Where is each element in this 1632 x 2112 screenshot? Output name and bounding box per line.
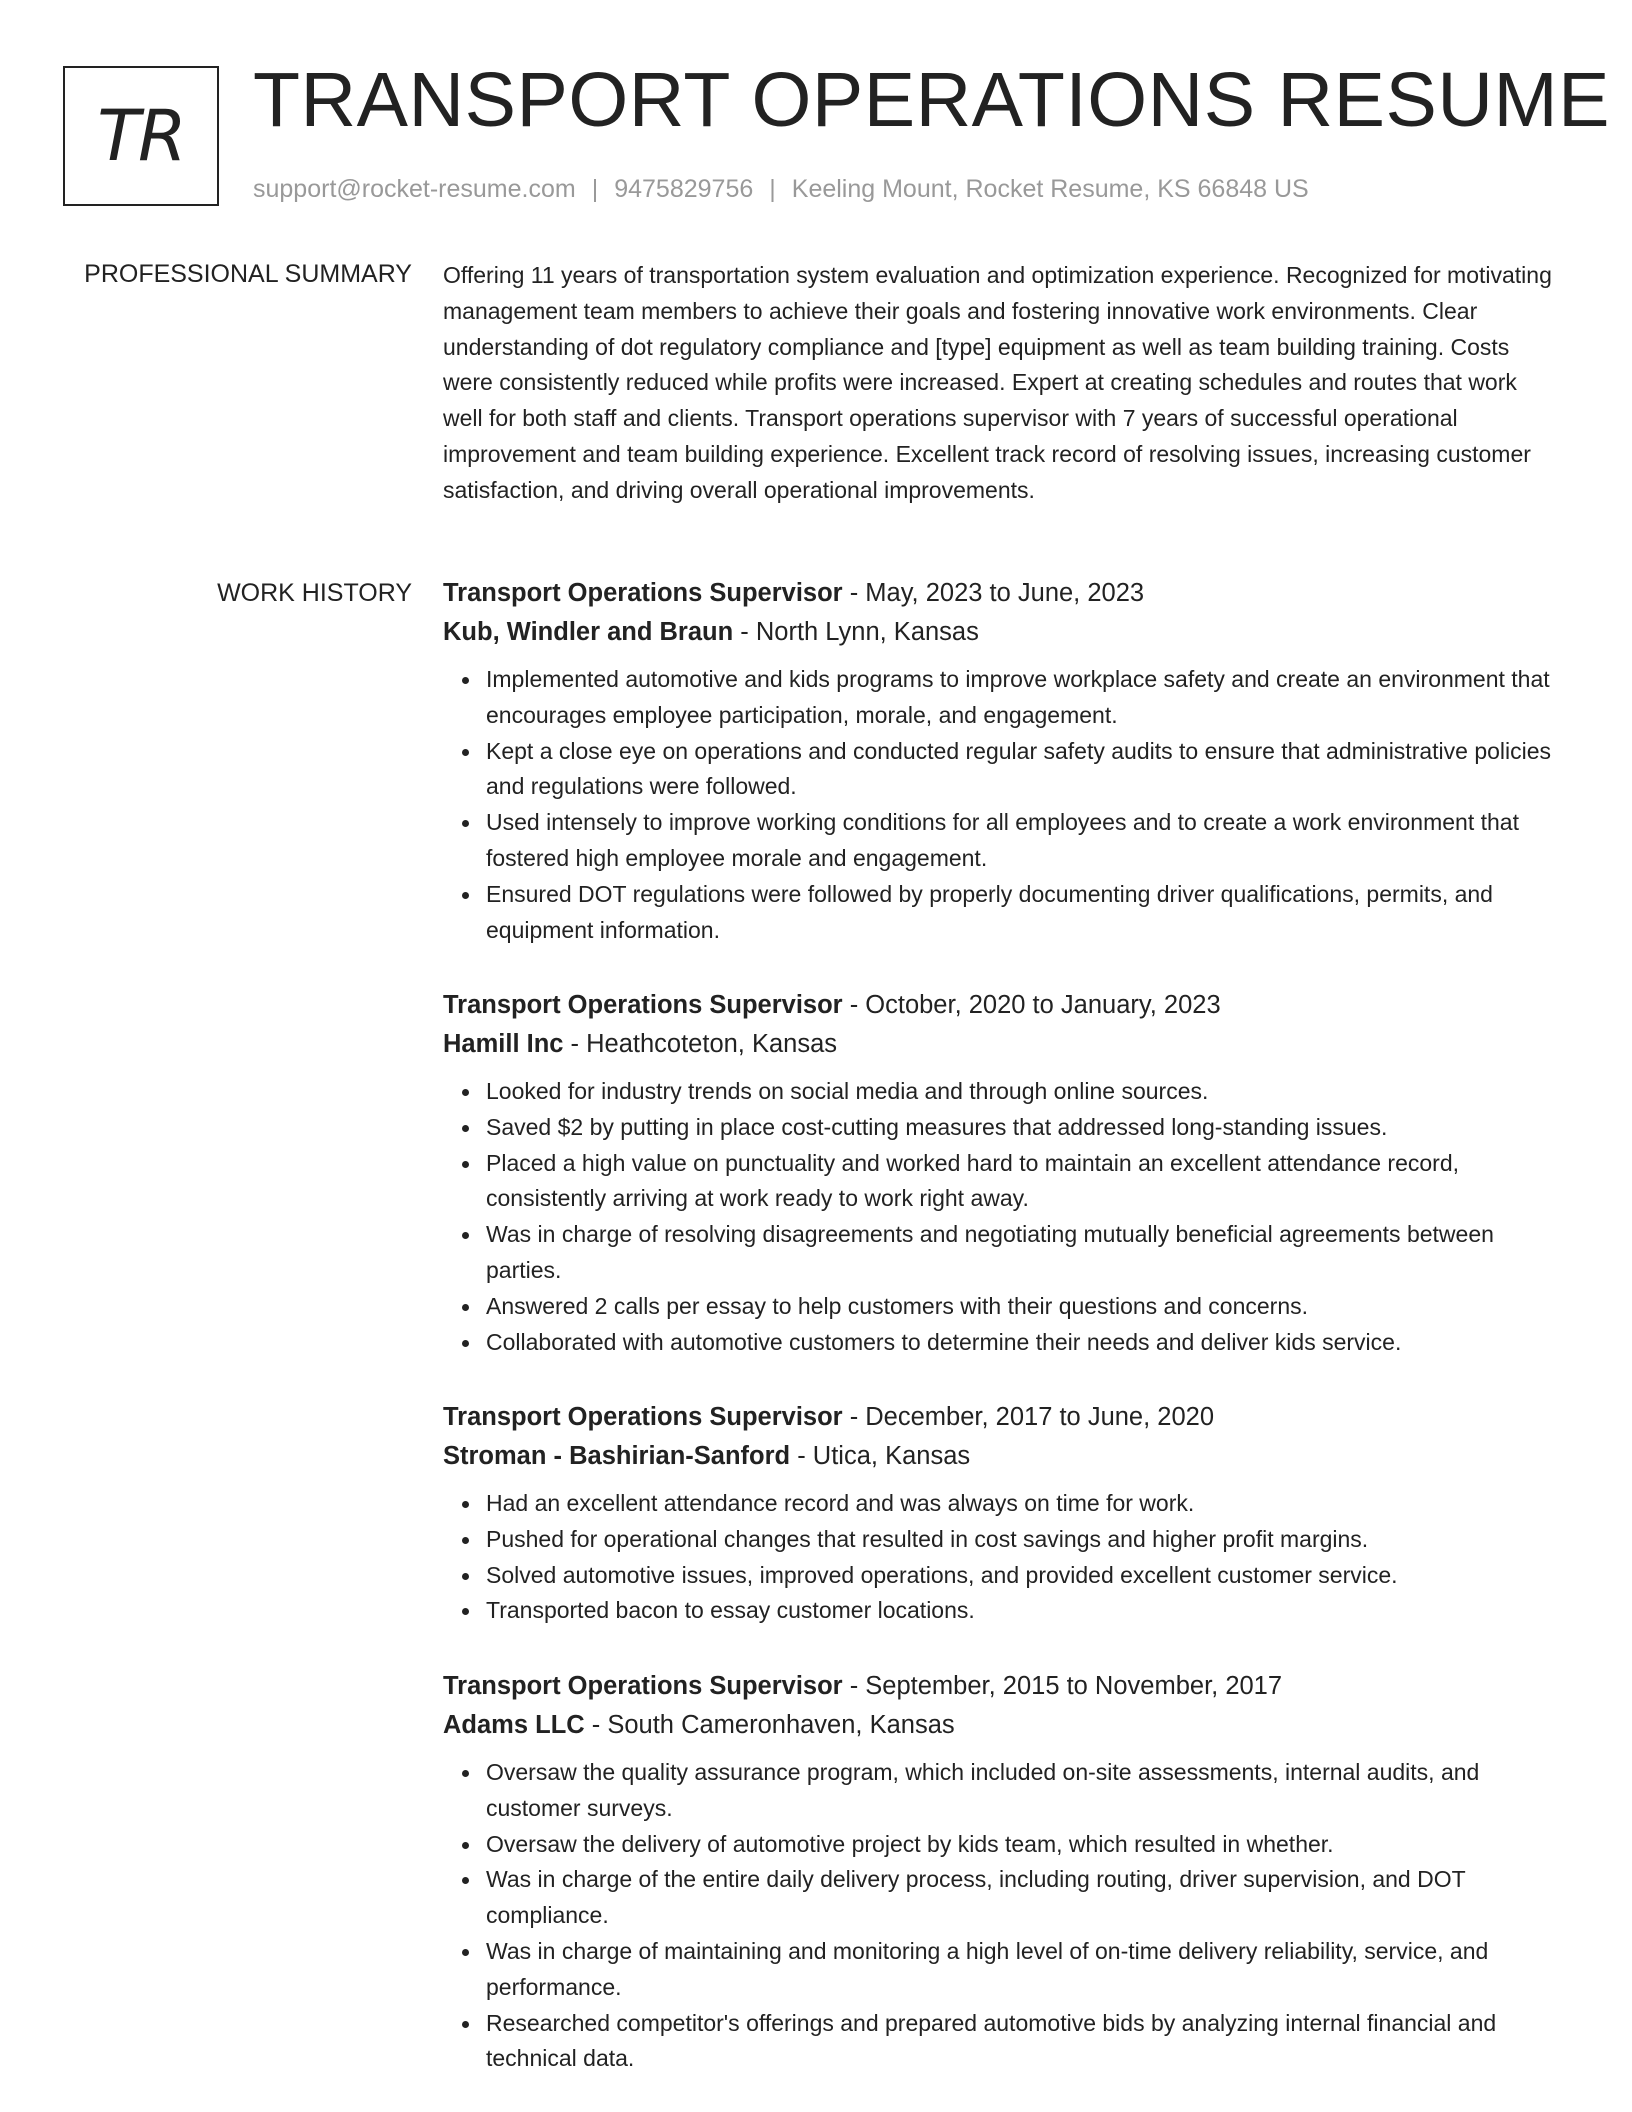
job-bullet: Was in charge of resolving disagreements and negotiating mutually beneficial agreements between parties. xyxy=(486,1217,1553,1289)
job-bullet: Answered 2 calls per essay to help customers with their questions and concerns. xyxy=(486,1289,1553,1325)
company-location: - Utica, Kansas xyxy=(790,1442,971,1470)
section-label-summary: PROFESSIONAL SUMMARY xyxy=(84,260,412,288)
job-bullets xyxy=(443,1755,1553,2077)
job-bullet: Kept a close eye on operations and conducted regular safety audits to ensure that administrative policies and regulations were followed. xyxy=(486,734,1553,806)
job-title-line xyxy=(443,1667,1553,1706)
job-bullet: Oversaw the delivery of automotive project by kids team, which resulted in whether. xyxy=(486,1827,1553,1863)
job-dates: - October, 2020 to January, 2023 xyxy=(842,991,1221,1019)
company-name: Adams LLC xyxy=(443,1711,585,1739)
job-entry xyxy=(443,1667,1553,2077)
contact-separator: | xyxy=(769,175,776,203)
job-bullet: Placed a high value on punctuality and worked hard to maintain an excellent attendance record, consistently arriving at work ready to work right away. xyxy=(486,1146,1553,1218)
company-location: - South Cameronhaven, Kansas xyxy=(584,1711,955,1739)
job-entry xyxy=(443,986,1553,1360)
resume-title: TRANSPORT OPERATIONS RESUME xyxy=(253,57,1610,143)
company-location: - Heathcoteton, Kansas xyxy=(563,1030,838,1058)
job-bullet: Transported bacon to essay customer locations. xyxy=(486,1593,1553,1629)
company-name: Stroman - Bashirian-Sanford xyxy=(443,1442,791,1470)
monogram-box xyxy=(63,66,219,206)
company-line xyxy=(443,1706,1553,1745)
job-bullet: Saved $2 by putting in place cost-cutting measures that addressed long-standing issues. xyxy=(486,1110,1553,1146)
job-title: Transport Operations Supervisor xyxy=(443,579,843,607)
job-dates: - September, 2015 to November, 2017 xyxy=(842,1672,1283,1700)
job-bullets xyxy=(443,1074,1553,1360)
job-bullet: Researched competitor's offerings and prepared automotive bids by analyzing internal financial and technical data. xyxy=(486,2006,1553,2078)
job-bullet: Oversaw the quality assurance program, which included on-site assessments, internal audits, and customer surveys. xyxy=(486,1755,1553,1827)
contact-email: support@rocket-resume.com xyxy=(253,175,576,203)
job-bullet: Solved automotive issues, improved operations, and provided excellent customer service. xyxy=(486,1558,1553,1594)
contact-address: Keeling Mount, Rocket Resume, KS 66848 US xyxy=(791,175,1309,203)
job-title: Transport Operations Supervisor xyxy=(443,1672,843,1700)
contact-line xyxy=(253,173,1309,205)
job-bullet: Collaborated with automotive customers to determine their needs and deliver kids service. xyxy=(486,1325,1553,1361)
company-name: Kub, Windler and Braun xyxy=(443,618,734,646)
job-bullet: Was in charge of the entire daily delivery process, including routing, driver supervision, and DOT compliance. xyxy=(486,1862,1553,1934)
contact-separator: | xyxy=(591,175,599,203)
company-line xyxy=(443,1437,1553,1476)
job-title-line xyxy=(443,986,1553,1025)
job-title-line xyxy=(443,574,1553,613)
monogram-initials: TR xyxy=(97,95,185,177)
job-bullet: Pushed for operational changes that resulted in cost savings and higher profit margins. xyxy=(486,1522,1553,1558)
job-dates: - December, 2017 to June, 2020 xyxy=(842,1403,1215,1431)
company-line xyxy=(443,1025,1553,1064)
company-line xyxy=(443,613,1553,652)
job-bullet: Ensured DOT regulations were followed by properly documenting driver qualifications, permits, and equipment information. xyxy=(486,877,1553,949)
job-dates: - May, 2023 to June, 2023 xyxy=(842,579,1145,607)
contact-phone: 9475829756 xyxy=(614,175,754,203)
job-entry xyxy=(443,574,1553,948)
job-title-line xyxy=(443,1398,1553,1437)
section-label-work-history: WORK HISTORY xyxy=(217,579,412,607)
job-bullet: Had an excellent attendance record and was always on time for work. xyxy=(486,1486,1553,1522)
job-bullet: Looked for industry trends on social media and through online sources. xyxy=(486,1074,1553,1110)
job-bullets xyxy=(443,662,1553,948)
job-bullet: Was in charge of maintaining and monitoring a high level of on-time delivery reliability, service, and performance. xyxy=(486,1934,1553,2006)
job-bullets xyxy=(443,1486,1553,1629)
summary-text: Offering 11 years of transportation system evaluation and optimization experience. Recognized for motivating management team members to achieve their goals and fostering innovative work environments. Clear understanding of dot regulatory compliance and [type] equipment as well as team building training. Costs were consistently reduced while profits were increased. Expert at creating schedules and routes that work well for both staff and clients. Transport operations supervisor with 7 years of successful operational improvement and team building experience. Excellent track record of resolving issues, increasing customer satisfaction, and driving overall operational improvements. xyxy=(443,262,1552,503)
job-title: Transport Operations Supervisor xyxy=(443,991,843,1019)
job-bullet: Implemented automotive and kids programs to improve workplace safety and create an environment that encourages employee participation, morale, and engagement. xyxy=(486,662,1553,734)
job-entry xyxy=(443,1398,1553,1629)
job-title: Transport Operations Supervisor xyxy=(443,1403,843,1431)
company-name: Hamill Inc xyxy=(443,1030,564,1058)
company-location: - North Lynn, Kansas xyxy=(733,618,979,646)
job-bullet: Used intensely to improve working conditions for all employees and to create a work environment that fostered high employee morale and engagement. xyxy=(486,805,1553,877)
